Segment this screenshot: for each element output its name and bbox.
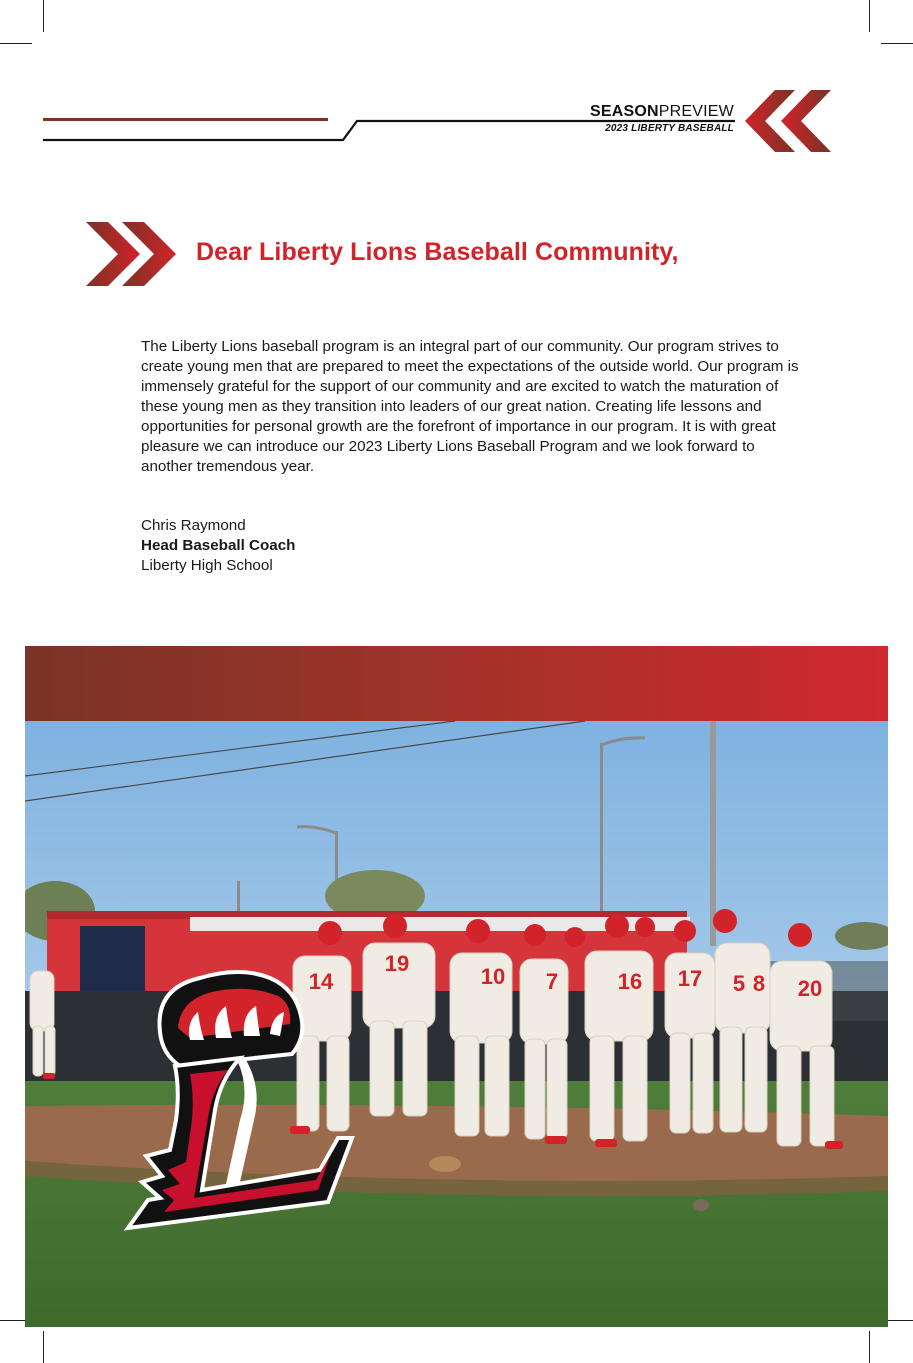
jersey-number: 5 bbox=[732, 971, 746, 996]
jersey-number: 17 bbox=[677, 966, 703, 991]
jersey-number: 19 bbox=[384, 951, 410, 976]
season-label-bold: SEASON bbox=[590, 103, 659, 120]
jersey-number: 7 bbox=[545, 969, 559, 994]
season-preview-label bbox=[590, 103, 734, 121]
signature-block bbox=[141, 516, 295, 576]
season-label-light: PREVIEW bbox=[658, 103, 734, 120]
jersey-number: 14 bbox=[308, 969, 334, 994]
season-subtitle: 2023 LIBERTY BASEBALL bbox=[605, 123, 734, 134]
chevron-right-icon bbox=[86, 222, 176, 286]
signature-name: Chris Raymond bbox=[141, 517, 246, 534]
crop-mark bbox=[869, 1331, 870, 1363]
liberty-lions-logo bbox=[120, 970, 355, 1232]
letter-body: The Liberty Lions baseball program is an integral part of our community. Our program strives to create young men that are prepared to meet the expectations of the outside world. Our program is immensely grateful for the support of our community and are excited to watch the maturation of these young men as they transition into leaders of our great nation. Creating life lessons and opportunities for personal growth are the forefront of importance in our program. It is with great pleasure we can introduce our 2023 Liberty Lions Baseball Program and we look forward to another tremendous year. bbox=[141, 338, 799, 475]
signature-title: Head Baseball Coach bbox=[141, 537, 296, 554]
jersey-number: 20 bbox=[797, 976, 823, 1001]
crop-mark bbox=[43, 1331, 44, 1363]
signature-school: Liberty High School bbox=[141, 557, 273, 574]
jersey-number: 10 bbox=[480, 964, 506, 989]
photo-banner bbox=[25, 646, 888, 721]
jersey-number: 8 bbox=[752, 971, 766, 996]
chevron-left-icon bbox=[745, 90, 833, 152]
jersey-number: 16 bbox=[617, 969, 643, 994]
letter-heading: Dear Liberty Lions Baseball Community, bbox=[196, 238, 679, 266]
